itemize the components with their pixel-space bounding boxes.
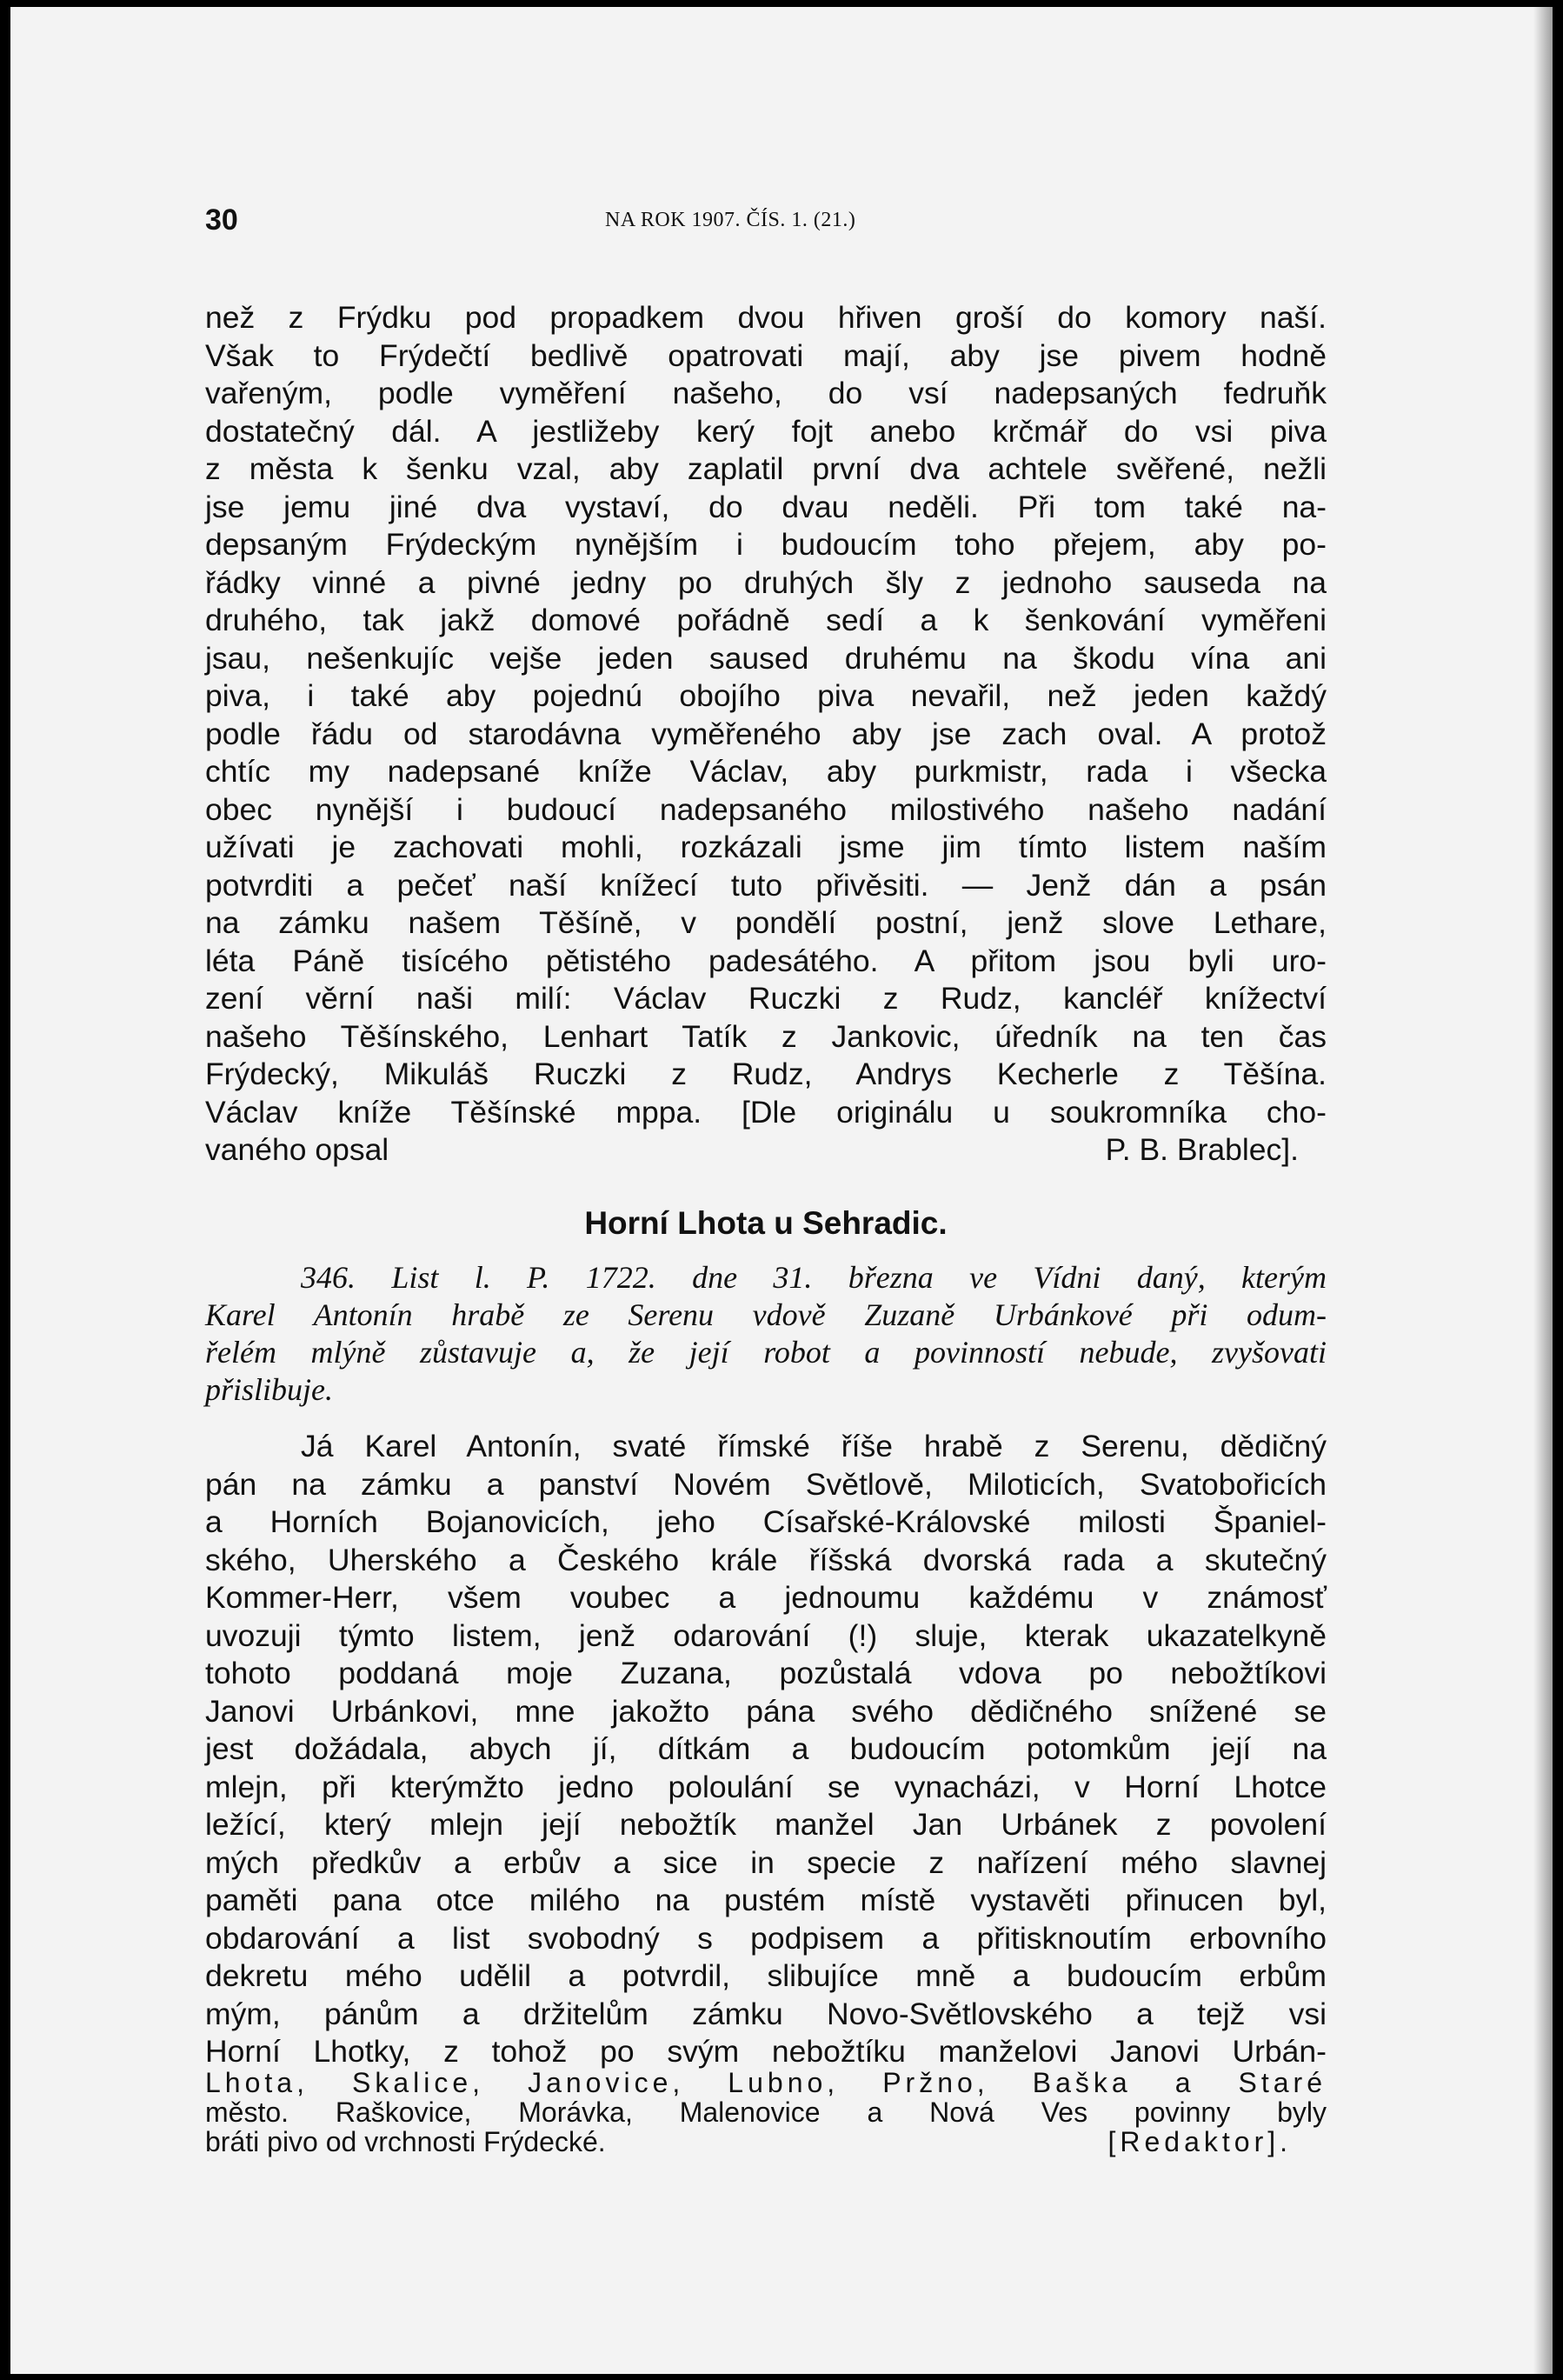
running-head: NA ROK 1907. ČÍS. 1. (21.) (605, 209, 856, 231)
text-line: tohoto poddaná moje Zuzana, pozůstalá vdova po nebožtíkovi (205, 1656, 1327, 1690)
text-line: Horní Lhotky, z tohož po svým nebožtíku manželovi Janovi Urbán- (205, 2034, 1327, 2069)
text-line: piva, i také aby pojednú obojího piva nevařil, než jeden každý (205, 678, 1327, 713)
text-line: jse jemu jiné dva vystaví, do dvau neděli. Při tom také na- (205, 489, 1327, 524)
text-line: mých předkův a erbův a sice in specie z nařízení mého slavnej (205, 1844, 1327, 1880)
regest-line: přislibuje. (205, 1372, 334, 1407)
text-line: pán na zámku a panství Novém Světlově, Miloticích, Svatobořicích (205, 1466, 1327, 1502)
document-regest (205, 1259, 1327, 1409)
text-line: našeho Těšínského, Lenhart Tatík z Jankovic, úředník na ten čas (205, 1018, 1327, 1054)
text-line: potvrditi a pečeť naší knížecí tuto přivěsiti. — Jenž dán a psán (205, 867, 1327, 903)
editor-signature: [Redaktor]. (1107, 2126, 1292, 2157)
text-line: mlejn, při kterýmžto jedno poloulání se vynacházi, v Horní Lhotce (205, 1769, 1327, 1804)
text-line: uvozuji týmto listem, jenž odarování (!) sluje, kterak ukazatelkyně (205, 1617, 1327, 1653)
body-text-block-1 (205, 299, 1327, 1170)
text-line: zení věrní naši milí: Václav Ruczki z Rudz, kancléř knížectví (205, 981, 1327, 1016)
text-line: druhého, tak jakž domové pořádně sedí a k šenkování vyměřeni (205, 603, 1327, 637)
text-line: Janovi Urbánkovi, mne jakožto pána svého dědičného snížené se (205, 1693, 1327, 1729)
page-number: 30 (205, 203, 238, 237)
text-line: než z Frýdku pod propadkem dvou hřiven groší do komory naší. (205, 300, 1327, 335)
text-line: na zámku našem Těšíně, v pondělí postní, jenž slove Lethare, (205, 905, 1327, 940)
text-line: Frýdecký, Mikuláš Ruczki z Rudz, Andrys Kecherle z Těšína. (205, 1057, 1327, 1091)
page-edge-shadow (1533, 7, 1553, 2374)
text-line: jsau, nešenkujíc vejše jeden saused druhému na škodu vína ani (205, 640, 1327, 676)
text-line-final (205, 1131, 1327, 1170)
text-line: dekretu mého udělil a potvrdil, slibujíce mně a budoucím erbům (205, 1958, 1327, 1993)
text-line: jest dožádala, abych jí, dítkám a budoucím potomkům její na (205, 1731, 1327, 1766)
text-line: Však to Frýdečtí bedlivě opatrovati mají, aby jse pivem hodně (205, 337, 1327, 373)
page-header (205, 203, 1335, 247)
footnote-line: město. Raškovice, Morávka, Malenovice a Nová Ves povinny byly (205, 2097, 1327, 2128)
text-line: ležící, který mlejn její nebožtík manžel Jan Urbánek z povolení (205, 1807, 1327, 1842)
text-line: podle řádu od starodávna vyměřeného aby jse zach oval. A protož (205, 716, 1327, 751)
regest-line: řelém mlýně zůstavuje a, že její robot a povinností nebude, zvyšovati (205, 1335, 1327, 1370)
copyist-signature: P. B. Brablec]. (1105, 1132, 1299, 1167)
text-line: mým, pánům a držitelům zámku Novo-Světlovského a tejž vsi (205, 1996, 1327, 2031)
footnote-line: Lhota, Skalice, Janovice, Lubno, Pržno, Baška a Staré (205, 2067, 1327, 2098)
text-line: depsaným Frýdeckým nynějším i budoucím toho přejem, aby po- (205, 527, 1327, 562)
text-line-final-left: vaného opsal (205, 1132, 389, 1167)
regest-line: 346. List l. P. 1722. dne 31. března ve Vídni daný, kterým (301, 1260, 1327, 1295)
text-line: Já Karel Antonín, svaté římské říše hrabě z Serenu, dědičný (301, 1429, 1327, 1463)
text-line: dostatečný dál. A jestližeby kerý fojt anebo krčmář do vsi piva (205, 413, 1327, 449)
regest-line: Karel Antonín hrabě ze Serenu vdově Zuzaně Urbánkové při odum- (205, 1297, 1327, 1332)
text-line: a Horních Bojanovicích, jeho Císařské-Královské milosti Španiel- (205, 1504, 1327, 1539)
text-line: ského, Uherského a Českého krále říšská dvorská rada a skutečný (205, 1542, 1327, 1577)
text-line: Kommer-Herr, všem voubec a jednoumu každému v známosť (205, 1580, 1327, 1615)
book-page (10, 7, 1553, 2374)
text-line: léta Páně tisícého pětistého padesátého. A přitom jsou byli uro- (205, 943, 1327, 978)
section-title: Horní Lhota u Sehradic. (584, 1205, 948, 1241)
body-text-block-2 (205, 1428, 1327, 2071)
text-line: chtíc my nadepsané kníže Václav, aby purkmistr, rada i všecka (205, 754, 1327, 789)
footnote-line (205, 2127, 1327, 2157)
text-line: obec nynější i budoucí nadepsaného milostivého našeho nadání (205, 791, 1327, 827)
text-line: vařeným, podle vyměření našeho, do vsí nadepsaných fedruňk (205, 376, 1327, 410)
text-line: paměti pana otce milého na pustém místě vystavěti přinucen byl, (205, 1883, 1327, 1917)
text-line: obdarování a list svobodný s podpisem a přitisknoutím erbovního (205, 1920, 1327, 1956)
text-line: z města k šenku vzal, aby zaplatil první dva achtele svěřené, nežli (205, 451, 1327, 486)
footnote-line-left: bráti pivo od vrchnosti Frýdecké. (205, 2126, 606, 2157)
text-line: řádky vinné a pivné jedny po druhých šly z jednoho sauseda na (205, 564, 1327, 600)
text-line: užívati je zachovati mohli, rozkázali jsme jim tímto listem naším (205, 830, 1327, 864)
footnote (205, 2068, 1327, 2157)
text-line: Václav kníže Těšínské mppa. [Dle originálu u soukromníka cho- (205, 1094, 1327, 1130)
